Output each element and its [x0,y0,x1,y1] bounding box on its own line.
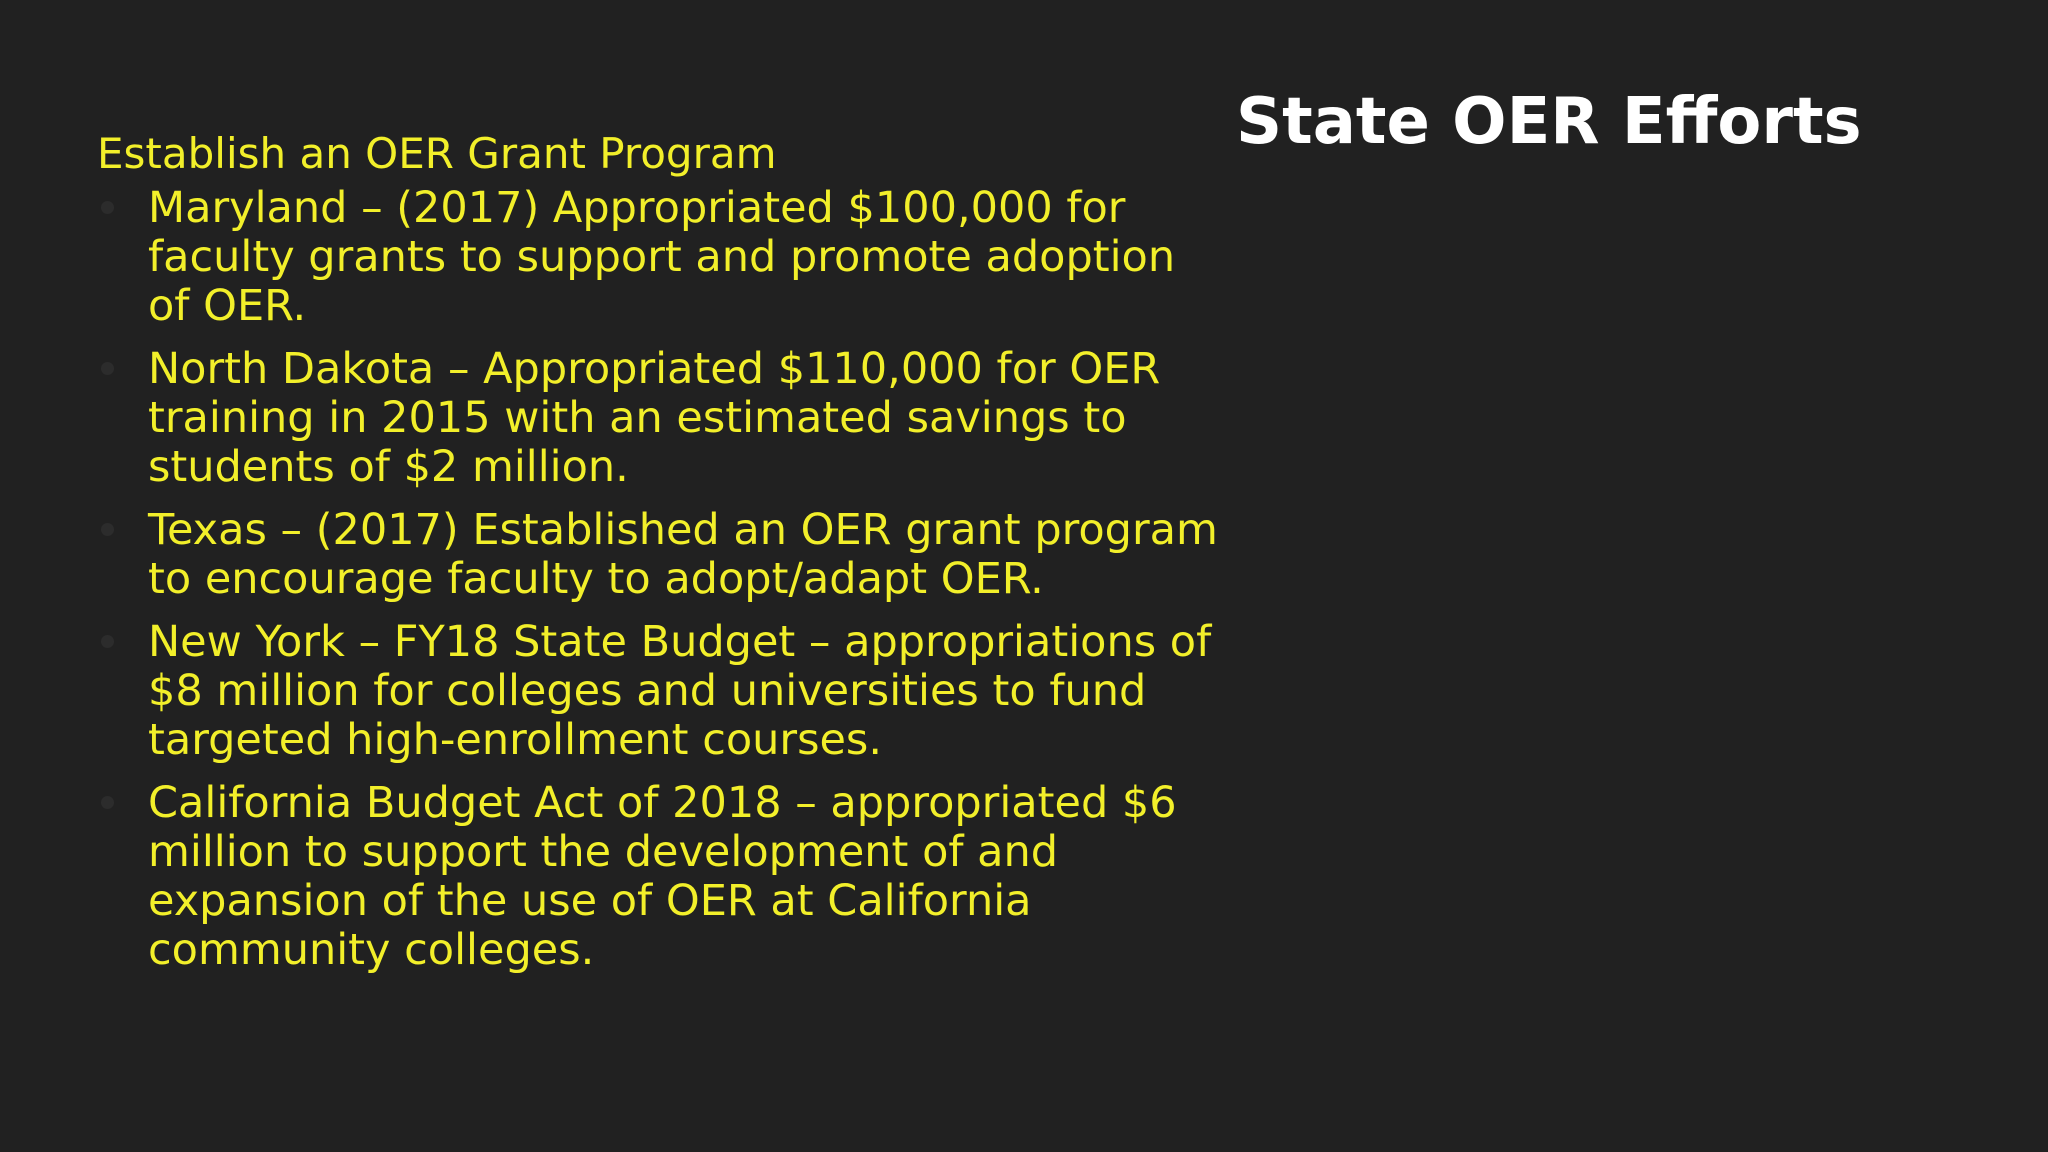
bullet-item-north-dakota [97,345,1227,492]
bullet-dot-icon [101,796,114,809]
bullet-text: California Budget Act of 2018 – appropriated $6 million to support the development of and expansion of the use of OER at California community colleges. [148,778,1177,975]
bullet-dot-icon [101,201,114,214]
section-heading: Establish an OER Grant Program [97,129,777,178]
bullet-text: Texas – (2017) Established an OER grant program to encourage faculty to adopt/adapt OER. [148,505,1218,604]
bullet-item-texas [97,506,1227,604]
bullet-dot-icon [101,362,114,375]
bullet-item-california [97,779,1227,975]
bullet-text: Maryland – (2017) Appropriated $100,000 for faculty grants to support and promote adoption of OER. [148,183,1176,331]
bullet-dot-icon [101,523,114,536]
bullet-item-new-york [97,618,1227,765]
bullet-list [97,184,1227,975]
bullet-item-maryland [97,184,1227,331]
bullet-text: New York – FY18 State Budget – appropriations of $8 million for colleges and universities to fund targeted high-enrollment courses. [148,617,1212,765]
bullet-text: North Dakota – Appropriated $110,000 for OER training in 2015 with an estimated savings to students of $2 million. [148,344,1161,492]
bullet-dot-icon [101,635,114,648]
slide-title: State OER Efforts [1236,85,1862,159]
slide-content [97,124,1227,989]
